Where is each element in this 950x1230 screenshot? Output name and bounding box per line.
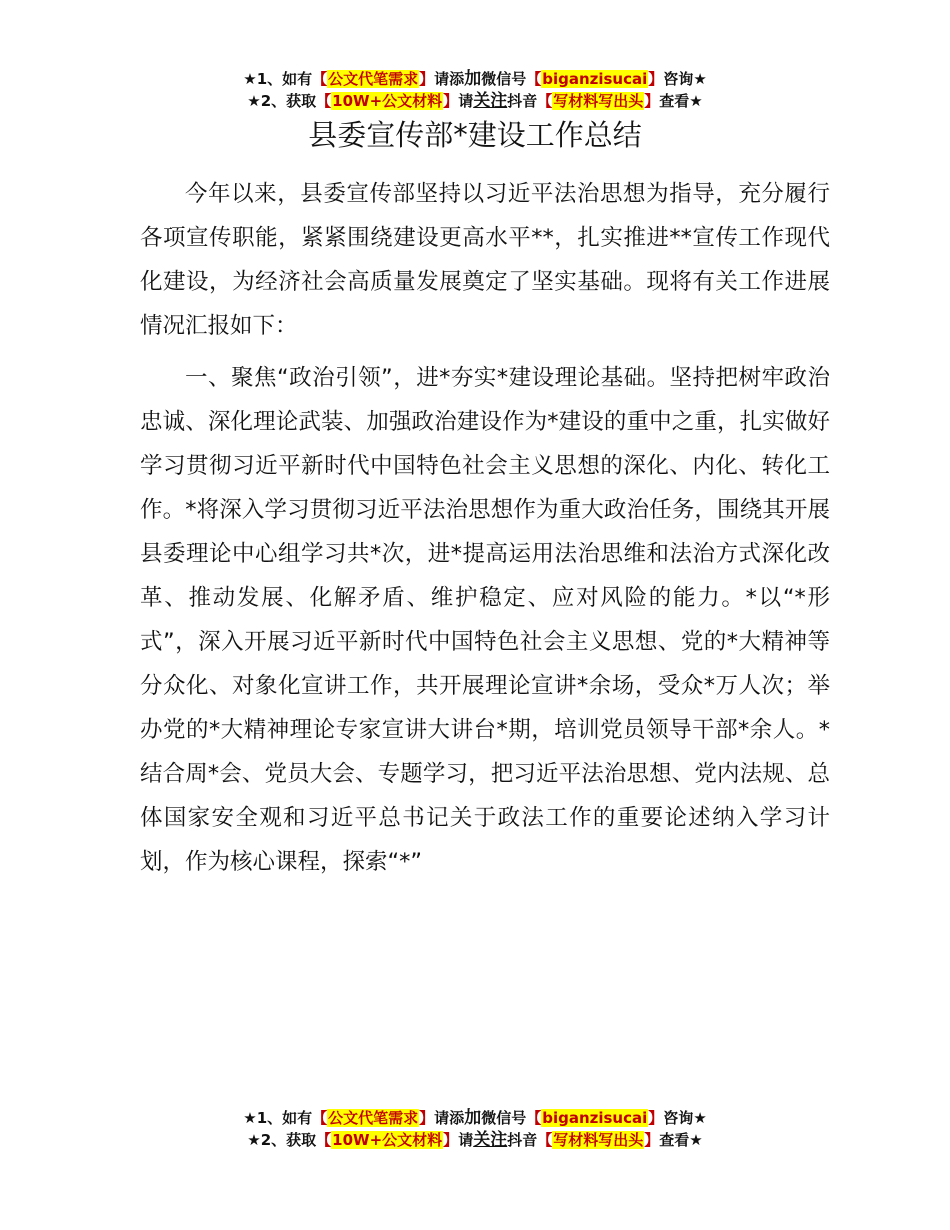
highlight-wechat-id: biganzisucai (542, 70, 648, 88)
star-icon: ★ (689, 1131, 703, 1149)
highlight-ghostwriting-demand: 公文代笔需求 (328, 70, 419, 88)
highlight-douyin-account: 写材料写出头 (553, 1131, 644, 1149)
star-icon: ★ (689, 92, 703, 110)
bracket-open: 【 (526, 70, 542, 88)
paragraph-intro: 今年以来，县委宣传部坚持以习近平法治思想为指导，充分履行各项宣传职能，紧紧围绕建设更高水平**，扎实推进**宣传工作现代化建设，为经济社会高质量发展奠定了坚实基础。现将有关工作进展情况汇报如下： (140, 181, 830, 339)
bracket-close: 】 (443, 92, 459, 110)
bracket-open: 【 (537, 1131, 553, 1149)
star-icon: ★ (243, 1109, 257, 1127)
footer-banner-line-1 (0, 1107, 950, 1129)
bracket-open: 【 (316, 1131, 332, 1149)
banner-text: 2、获取 (260, 1131, 317, 1149)
header-banner-line-1 (0, 68, 950, 90)
banner-text: 咨询 (663, 1109, 694, 1127)
banner-text-large: 加 (464, 69, 482, 89)
banner-text: 抖音 (507, 92, 538, 110)
banner-text: 抖音 (507, 1131, 538, 1149)
banner-text-large: 加 (464, 1108, 482, 1128)
header-banner-line-2 (0, 90, 950, 112)
bracket-close: 】 (443, 1131, 459, 1149)
highlight-materials: 10W+公文材料 (332, 92, 443, 110)
bracket-close: 】 (419, 70, 435, 88)
bracket-close: 】 (648, 70, 664, 88)
header-banner (0, 68, 950, 112)
paragraph-section-1: 一、聚焦“政治引领”，进*夯实*建设理论基础。坚持把树牢政治忠诚、深化理论武装、加强政治建设作为*建设的重中之重，扎实做好学习贯彻习近平新时代中国特色社会主义思想的深化、内化、转化工作。*将深入学习贯彻习近平法治思想作为重大政治任务，围绕其开展县委理论中心组学习共*次，进*提高运用法治思维和法治方式深化改革、推动发展、化解矛盾、维护稳定、应对风险的能力。*以“*形式”，深入开展习近平新时代中国特色社会主义思想、党的*大精神等分众化、对象化宣讲工作，共开展理论宣讲*余场，受众*万人次；举办党的*大精神理论专家宣讲大讲台*期，培训党员领导干部*余人。*结合周*会、党员大会、专题学习，把习近平法治思想、党内法规、总体国家安全观和习近平总书记关于政法工作的重要论述纳入学习计划，作为核心课程，探索“*” (140, 365, 830, 875)
banner-text: 1、如有 (256, 1109, 313, 1127)
bracket-close: 】 (644, 92, 660, 110)
star-icon: ★ (247, 1131, 261, 1149)
banner-text: 查看 (659, 1131, 690, 1149)
banner-text: 查看 (659, 92, 690, 110)
banner-text: 请添 (434, 70, 465, 88)
bracket-open: 【 (537, 92, 553, 110)
banner-text: 咨询 (663, 70, 694, 88)
banner-text: 微信号 (481, 70, 527, 88)
banner-text: 请 (458, 1131, 474, 1149)
star-icon: ★ (247, 92, 261, 110)
footer-banner-line-2 (0, 1129, 950, 1151)
highlight-wechat-id: biganzisucai (542, 1109, 648, 1127)
document-title: 县委宣传部*建设工作总结 (308, 118, 642, 152)
bracket-close: 】 (644, 1131, 660, 1149)
highlight-materials: 10W+公文材料 (332, 1131, 443, 1149)
bracket-open: 【 (312, 70, 328, 88)
bracket-open: 【 (526, 1109, 542, 1127)
bracket-open: 【 (316, 92, 332, 110)
banner-text: 微信号 (481, 1109, 527, 1127)
star-icon: ★ (243, 70, 257, 88)
banner-text: 请 (458, 92, 474, 110)
bracket-open: 【 (312, 1109, 328, 1127)
banner-text: 1、如有 (256, 70, 313, 88)
highlight-douyin-account: 写材料写出头 (553, 92, 644, 110)
banner-text-underlined: 关注 (473, 91, 508, 111)
footer-banner (0, 1107, 950, 1151)
banner-text: 请添 (434, 1109, 465, 1127)
star-icon: ★ (693, 70, 707, 88)
banner-text-underlined: 关注 (473, 1130, 508, 1150)
banner-text: 2、获取 (260, 92, 317, 110)
document-body (140, 172, 830, 892)
highlight-ghostwriting-demand: 公文代笔需求 (328, 1109, 419, 1127)
bracket-close: 】 (648, 1109, 664, 1127)
bracket-close: 】 (419, 1109, 435, 1127)
star-icon: ★ (693, 1109, 707, 1127)
